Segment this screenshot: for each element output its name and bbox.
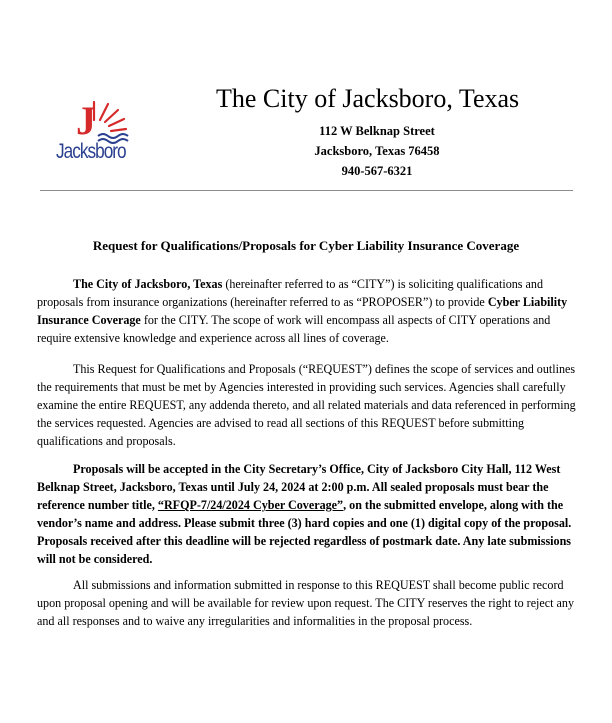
sun-rays (94, 102, 126, 131)
city-title: The City of Jacksboro, Texas (216, 84, 520, 113)
paragraph-submission (37, 460, 577, 568)
address-city: Jacksboro, Texas 76458 (314, 144, 440, 158)
document-heading: Request for Qualifications/Proposals for Cyber Liability Insurance Coverage (92, 238, 520, 253)
paragraph-intro (37, 275, 577, 347)
submission-text-b: , on the submitted envelope, along with the vendor’s name and address. Please submit three (3) hard copies and one (1) digital copy of the proposal. Proposals received after this deadline will be rejected regardless of postmark date. Any late submissions will not be considered. (37, 498, 572, 566)
paragraph-public-record (37, 576, 577, 630)
city-name-bold: The City of Jacksboro, Texas (73, 277, 223, 291)
reference-number: “RFQP-7/24/2024 Cyber Coverage” (157, 498, 344, 512)
header-divider (40, 190, 573, 191)
logo-wordmark: Jacksboro (56, 140, 126, 163)
address-block (282, 121, 472, 181)
intro-text-c: for the CITY. The scope of work will encompass all aspects of CITY operations and require extensive knowledge and experience across all lines of coverage. (37, 313, 551, 345)
coverage-name-bold: Cyber Liability Insurance Coverage (37, 295, 568, 327)
submission-text-a: Proposals will be accepted in the City Secretary’s Office, City of Jacksboro City Hall, 112 West Belknap Street, Jacksboro, Texas until July 24, 2024 at 2:00 p.m. All sealed proposals must bear the reference number title, (37, 462, 561, 512)
logo-letter-j: J (76, 98, 96, 143)
address-street: 112 W Belknap Street (319, 124, 435, 138)
scope-text: This Request for Qualifications and Proposals (“REQUEST”) defines the scope of services and outlines the requirements that must be met by Agencies interested in providing such services. Agencies shall carefully examine the entire REQUEST, any addenda thereto, and all related materials and data referenced in performing the services requested. Agencies are advised to read all sections of this REQUEST before submitting qualifications and proposals. (37, 362, 576, 448)
intro-text-a: (hereinafter referred to as “CITY”) is soliciting qualifications and proposals from insurance organizations (hereinafter referred to as “PROPOSER”) to provide (37, 277, 543, 309)
public-record-text: All submissions and information submitted in response to this REQUEST shall become public record upon proposal opening and will be available for review upon request. The CITY reserves the right to reject any and all responses and to waive any irregularities and informalities in the proposal process. (37, 578, 574, 628)
paragraph-scope (37, 360, 577, 450)
phone-number: 940-567-6321 (341, 164, 413, 178)
